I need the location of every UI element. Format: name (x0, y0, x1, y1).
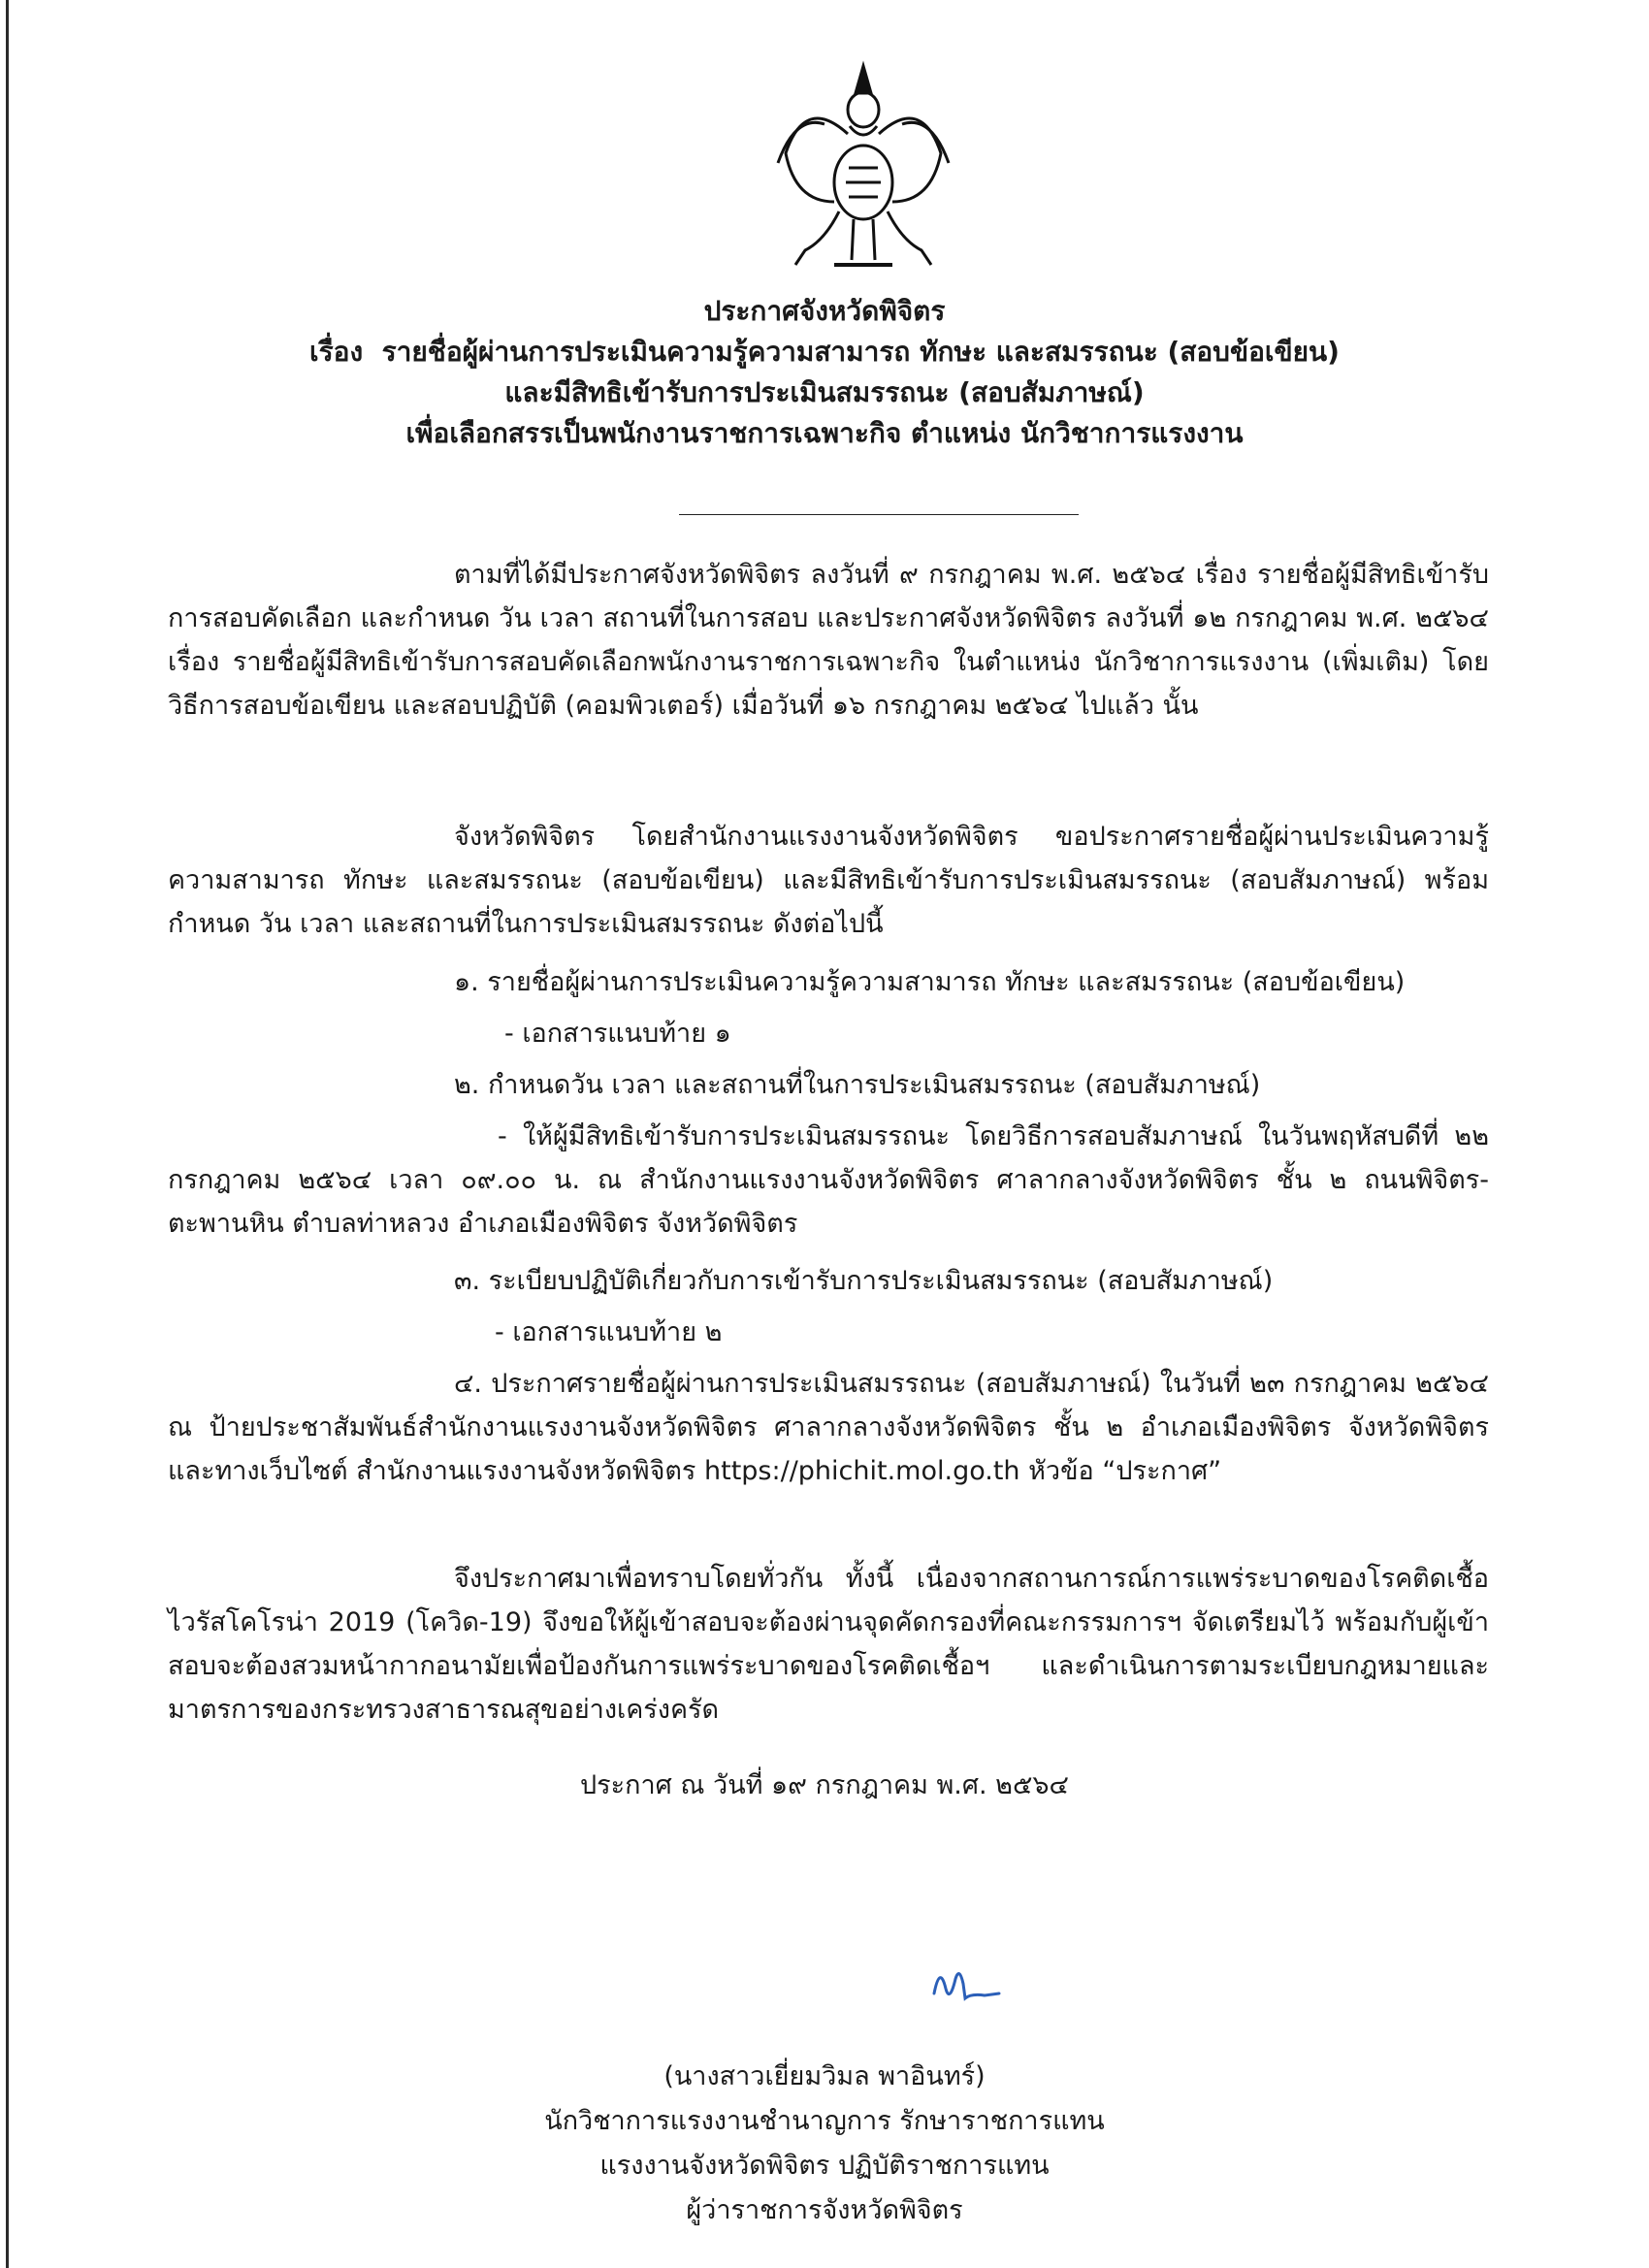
item-4: ๔. ประกาศรายชื่อผู้ผ่านการประเมินสมรรถนะ (สอบสัมภาษณ์) ในวันที่ ๒๓ กรกฎาคม ๒๕๖๔ ณ ป้ายประชาสัมพันธ์สำนักงานแรงงานจังหวัดพิจิตร ศาลากลางจังหวัดพิจิตร ชั้น ๒ อำเภอเมืองพิจิตร จังหวัดพิจิตร และทางเว็บไซต์ สำนักงานแรงงานจังหวัดพิจิตร https://phichit.mol.go.th หัวข้อ “ประกาศ” (168, 1369, 1489, 1486)
signer-position-2: แรงงานจังหวัดพิจิตร ปฏิบัติราชการแทน (599, 2151, 1050, 2181)
signer-position-1: นักวิชาการแรงงานชำนาญการ รักษาราชการแทน (544, 2106, 1105, 2136)
signer-name: (นางสาวเยี่ยมวิมล พาอินทร์) (663, 2061, 986, 2091)
paragraph-2: จังหวัดพิจิตร โดยสำนักงานแรงงานจังหวัดพิจิตร ขอประกาศรายชื่อผู้ผ่านประเมินความรู้ความสามารถ ทักษะ และสมรรถนะ (สอบข้อเขียน) และมีสิทธิเข้ารับการประเมินสมรรถนะ (สอบสัมภาษณ์) พร้อมกำหนด วัน เวลา และสถานที่ในการประเมินสมรรถนะ ดังต่อไปนี้ (168, 822, 1489, 939)
subject-line-3: เพื่อเลือกสรรเป็นพนักงานราชการเฉพาะกิจ ตำแหน่ง นักวิชาการแรงงาน (405, 417, 1244, 449)
issuer-title: ประกาศจังหวัดพิจิตร (703, 295, 946, 327)
document-header (0, 291, 1649, 454)
garuda-emblem (766, 56, 960, 277)
paragraph-3: จึงประกาศมาเพื่อทราบโดยทั่วกัน ทั้งนี้ เนื่องจากสถานการณ์การแพร่ระบาดของโรคติดเชื้อไวรัสโคโรน่า 2019 (โควิด-19) จึงขอให้ผู้เข้าสอบจะต้องผ่านจุดคัดกรองที่คณะกรรมการฯ จัดเตรียมไว้ พร้อมกับผู้เข้าสอบจะต้องสวมหน้ากากอนามัยเพื่อป้องกันการแพร่ระบาดของโรคติดเชื้อฯ และดำเนินการตามระเบียบกฎหมายและมาตรการของกระทรวงสาธารณสุขอย่างเคร่งครัด (168, 1564, 1489, 1725)
item-3: ๓. ระเบียบปฏิบัติเกี่ยวกับการเข้ารับการประเมินสมรรถนะ (สอบสัมภาษณ์) (454, 1266, 1274, 1296)
handwritten-signature (926, 1955, 1004, 2013)
item-1-sub: - เอกสารแนบท้าย ๑ (504, 1019, 731, 1049)
subject-line-2: และมีสิทธิเข้ารับการประเมินสมรรถนะ (สอบสัมภาษณ์) (504, 376, 1145, 408)
signature-block (0, 2055, 1649, 2233)
item-2-detail: - ให้ผู้มีสิทธิเข้ารับการประเมินสมรรถนะ โดยวิธีการสอบสัมภาษณ์ ในวันพฤหัสบดีที่ ๒๒ กรกฎาคม ๒๕๖๔ เวลา ๐๙.๐๐ น. ณ สำนักงานแรงงานจังหวัดพิจิตร ศาลากลางจังหวัดพิจิตร ชั้น ๒ ถนนพิจิตร-ตะพานหิน ตำบลท่าหลวง อำเภอเมืองพิจิตร จังหวัดพิจิตร (168, 1121, 1489, 1239)
paragraph-1: ตามที่ได้มีประกาศจังหวัดพิจิตร ลงวันที่ ๙ กรกฎาคม พ.ศ. ๒๕๖๔ เรื่อง รายชื่อผู้มีสิทธิเข้ารับการสอบคัดเลือก และกำหนด วัน เวลา สถานที่ในการสอบ และประกาศจังหวัดพิจิตร ลงวันที่ ๑๒ กรกฎาคม พ.ศ. ๒๕๖๔ เรื่อง รายชื่อผู้มีสิทธิเข้ารับการสอบคัดเลือกพนักงานราชการเฉพาะกิจ ในตำแหน่ง นักวิชาการแรงงาน (เพิ่มเติม) โดยวิธีการสอบข้อเขียน และสอบปฏิบัติ (คอมพิวเตอร์) เมื่อวันที่ ๑๖ กรกฎาคม ๒๕๖๔ ไปแล้ว นั้น (168, 560, 1489, 721)
signer-position-3: ผู้ว่าราชการจังหวัดพิจิตร (686, 2195, 963, 2225)
subject-text-1: รายชื่อผู้ผ่านการประเมินความรู้ความสามารถ ทักษะ และสมรรถนะ (สอบข้อเขียน) (381, 336, 1340, 368)
item-2: ๒. กำหนดวัน เวลา และสถานที่ในการประเมินสมรรถนะ (สอบสัมภาษณ์) (454, 1070, 1261, 1100)
item-3-sub: - เอกสารแนบท้าย ๒ (495, 1317, 723, 1347)
announcement-date: ประกาศ ณ วันที่ ๑๙ กรกฎาคม พ.ศ. ๒๕๖๔ (580, 1770, 1069, 1800)
item-1: ๑. รายชื่อผู้ผ่านการประเมินความรู้ความสามารถ ทักษะ และสมรรถนะ (สอบข้อเขียน) (454, 967, 1406, 997)
subject-label: เรื่อง (309, 336, 364, 368)
subject-line-1 (0, 332, 1649, 373)
header-divider (679, 514, 1079, 515)
